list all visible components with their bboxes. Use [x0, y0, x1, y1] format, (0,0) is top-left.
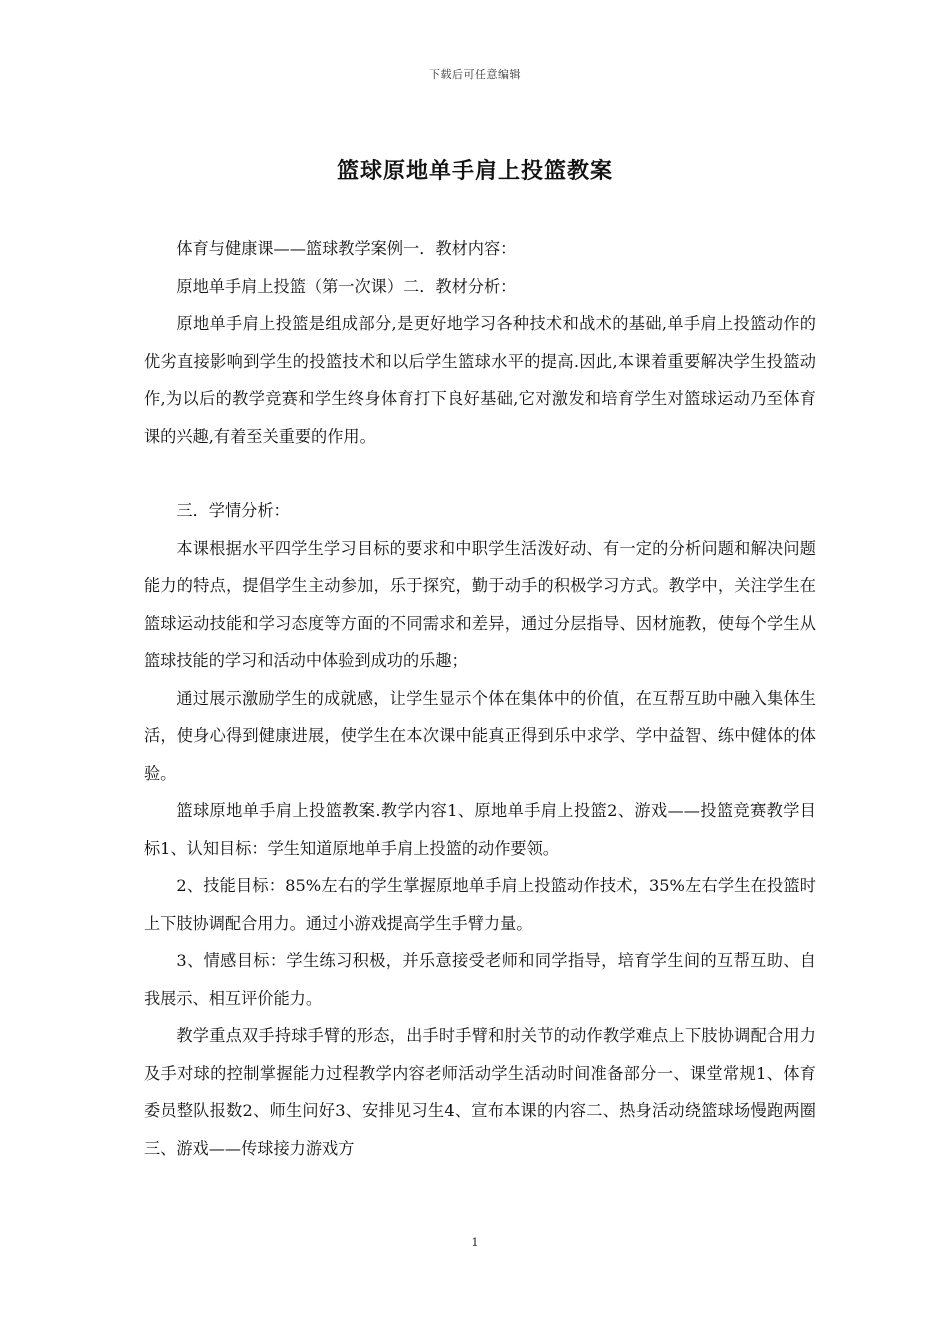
paragraph-teaching-focus: 教学重点双手持球手臂的形态，出手时手臂和肘关节的动作教学难点上下肢协调配合用力及手对球的控制掌握能力过程教学内容老师活动学生活动时间准备部分一、课堂常规1、体育委员整队报数2、师生问好3、安排见习生4、宣布本课的内容二、热身活动绕篮球场慢跑两圈三、游戏——传球接力游戏方 — [144, 1026, 816, 1158]
paragraph-skill-goal: 2、技能目标：85%左右的学生掌握原地单手肩上投篮动作技术，35%左右学生在投篮时上下肢协调配合用力。通过小游戏提高学生手臂力量。 — [144, 876, 816, 933]
page-number: 1 — [471, 1236, 479, 1249]
paragraph-section-heading: 三．学情分析： — [176, 501, 290, 520]
paragraph-motivation: 通过展示激励学生的成就感，让学生显示个体在集体中的价值，在互帮互助中融入集体生活，使身心得到健康进展，使学生在本次课中能真正得到乐中求学、学中益智、练中健体的体验。 — [144, 688, 816, 783]
document-body — [144, 230, 816, 1167]
paragraph-topic: 原地单手肩上投篮（第一次课）二．教材分析： — [176, 276, 517, 296]
paragraph-student-analysis: 本课根据水平四学生学习目标的要求和中职学生活泼好动、有一定的分析问题和解决问题能力的特点，提倡学生主动参加，乐于探究，勤于动手的积极学习方式。教学中，关注学生在篮球运动技能和学习态度等方面的不同需求和差异，通过分层指导、因材施教，使每个学生从篮球技能的学习和活动中体验到成功的乐趣； — [144, 538, 816, 670]
paragraph-intro: 体育与健康课——篮球教学案例一．教材内容： — [176, 239, 517, 258]
paragraph-material-analysis: 原地单手肩上投篮是组成部分,是更好地学习各种技术和战术的基础,单手肩上投篮动作的优劣直接影响到学生的投篮技术和以后学生篮球水平的提高.因此,本课着重要解决学生投篮动作,为以后的教学竞赛和学生终身体育打下良好基础,它对激发和培育学生对篮球运动乃至体育课的兴趣,有着至关重要的作用。 — [144, 314, 816, 446]
document-title: 篮球原地单手肩上投篮教案 — [336, 158, 613, 184]
paragraph-lesson-content: 篮球原地单手肩上投篮教案.教学内容1、原地单手肩上投篮2、游戏——投篮竞赛教学目标1、认知目标：学生知道原地单手肩上投篮的动作要领。 — [144, 801, 816, 858]
page-header: 下载后可任意编辑 — [429, 68, 521, 81]
paragraph-emotion-goal: 3、情感目标：学生练习积极，并乐意接受老师和同学指导，培育学生间的互帮互助、自我展示、相互评价能力。 — [144, 951, 816, 1008]
paragraph-spacer — [144, 455, 816, 492]
